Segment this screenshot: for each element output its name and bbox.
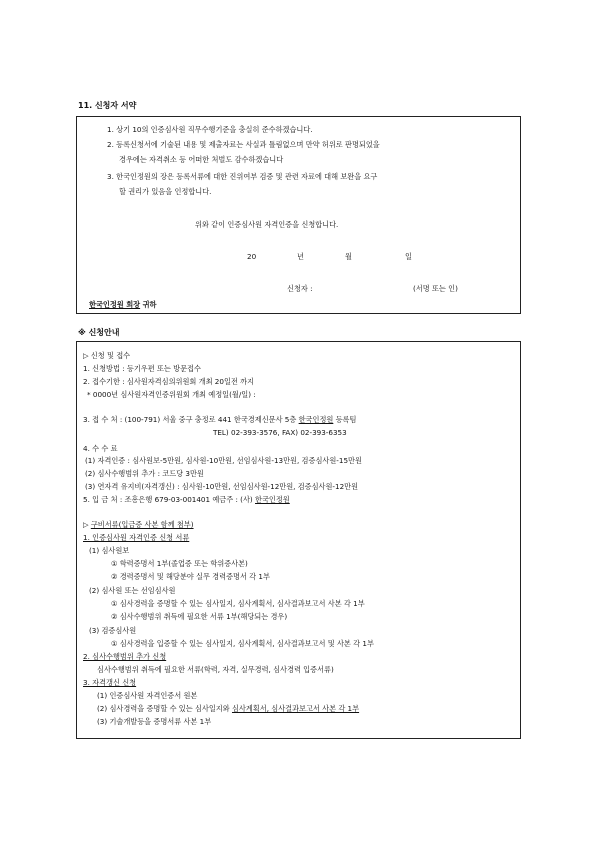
pledge-item-1: 1. 상기 10의 인증심사원 직무수행기준을 충실히 준수하겠습니다. <box>107 125 313 134</box>
guide-address-text: 3. 접 수 처 : (100-791) 서울 중구 충정로 441 한국경제신문사 5층 <box>83 415 299 424</box>
doc-renewal-2 <box>97 703 359 714</box>
addressee <box>89 299 157 310</box>
doc-assistant-2: ② 경력증명서 및 해당분야 실무 경력증명서 각 1부 <box>111 572 270 581</box>
doc-scope-docs: 심사수행범위 취득에 필요한 서류(학력, 자격, 실무경력, 심사경력 입증서류) <box>97 665 334 674</box>
date-year: 년 <box>297 252 304 261</box>
guide-documents-title: 구비서류(입금증 사본 함께 첨부) <box>90 520 194 529</box>
date-day: 일 <box>405 252 412 261</box>
pledge-item-2: 2. 등록신청서에 기술된 내용 및 제출자료는 사실과 틀림없으며 만약 허위로 판명되었을 <box>107 140 380 149</box>
section-11-title: 11. 신청자 서약 <box>78 101 137 110</box>
guide-address <box>83 414 356 425</box>
applicant-label: 신청자 : <box>287 284 313 293</box>
guide-deposit <box>83 494 290 505</box>
doc-renewal-2-underlined: 심사계획서, 심사결과보고서 사본 각 1부 <box>231 704 360 713</box>
doc-auditor: (2) 심사원 또는 선임심사원 <box>89 586 176 595</box>
guide-documents-arrow: ▷ <box>83 520 91 529</box>
doc-section-2: 2. 심사수행범위 추가 신청 <box>83 652 167 661</box>
doc-auditor-2: ② 심사수행범위 취득에 필요한 서류 1부(해당되는 경우) <box>111 612 288 621</box>
guide-deposit-text: 5. 입 금 처 : 조흥은행 679-03-001401 예금주 : (사) <box>83 495 256 504</box>
guide-contact: TEL) 02-393-3576, FAX) 02-393-6353 <box>213 428 347 437</box>
doc-verifier-1: ① 심사경력을 입증할 수 있는 심사일지, 심사계획서, 심사결과보고서 및 사본 각 1부 <box>111 639 374 648</box>
guide-address-team: 등록팀 <box>333 415 357 424</box>
doc-renewal-1: (1) 인증심사원 자격인증서 원본 <box>97 691 198 700</box>
doc-section-3: 3. 자격갱신 신청 <box>83 678 137 687</box>
guide-schedule-note: * 0000년 심사원자격인증위원회 개최 예정일(월/일) : <box>87 390 256 399</box>
guide-fees-heading: 4. 수 수 료 <box>83 444 118 453</box>
signature-label: (서명 또는 인) <box>413 284 458 293</box>
doc-assistant-1: ① 학력증명서 1부(졸업증 또는 학위증사본) <box>111 559 248 568</box>
guide-deadline: 2. 접수기한 : 심사원자격심의위원회 개최 20일전 까지 <box>83 377 254 386</box>
doc-verifier: (3) 검증심사원 <box>89 626 137 635</box>
guide-heading-documents <box>83 519 194 530</box>
guide-method: 1. 신청방법 : 등기우편 또는 방문접수 <box>83 364 201 373</box>
doc-renewal-2-text: (2) 심사경력을 증명할 수 있는 심사일지와 <box>97 704 232 713</box>
guide-fee-renewal: (3) 연자격 유지비(자격갱신) : 심사원-10만원, 선임심사원-12만원, 검증심사원-12만원 <box>85 482 359 491</box>
date-year-prefix: 20 <box>247 252 257 261</box>
pledge-item-2-cont: 경우에는 자격취소 등 어떠한 처벌도 감수하겠습니다 <box>119 155 284 164</box>
guide-address-org: 한국인정원 <box>298 415 334 424</box>
pledge-box <box>76 116 521 314</box>
doc-renewal-3: (3) 기술개발등을 증명서류 사본 1부 <box>97 717 212 726</box>
doc-assistant: (1) 심사원보 <box>89 546 130 555</box>
pledge-item-3: 3. 한국인정원의 장은 등록서류에 대한 진위여부 검증 및 관련 자료에 대해 보완을 요구 <box>107 172 378 181</box>
date-month: 월 <box>345 252 352 261</box>
addressee-suffix: 귀하 <box>140 300 157 309</box>
addressee-org: 한국인정원 회장 <box>89 300 141 309</box>
guide-box <box>76 341 521 739</box>
guide-deposit-org: 한국인정원 <box>255 495 290 504</box>
guide-fee-scope: (2) 심사수행범위 추가 : 코드당 3만원 <box>85 469 204 478</box>
guide-fee-certification: (1) 자격인증 : 심사원보-5만원, 심사원-10만원, 선임심사원-13만원, 검증심사원-15만원 <box>85 456 362 465</box>
guide-title: ※ 신청안내 <box>78 328 120 337</box>
pledge-statement: 위와 같이 인증심사원 자격인증을 신청합니다. <box>195 220 339 229</box>
doc-section-1: 1. 인증심사원 자격인증 신청 서류 <box>83 533 190 542</box>
guide-heading-submission: ▷ 신청 및 접수 <box>83 351 131 360</box>
doc-auditor-1: ① 심사경력을 증명할 수 있는 심사일지, 심사계획서, 심사결과보고서 사본 각 1부 <box>111 599 365 608</box>
pledge-item-3-cont: 할 권리가 있음을 인정합니다. <box>119 187 212 196</box>
